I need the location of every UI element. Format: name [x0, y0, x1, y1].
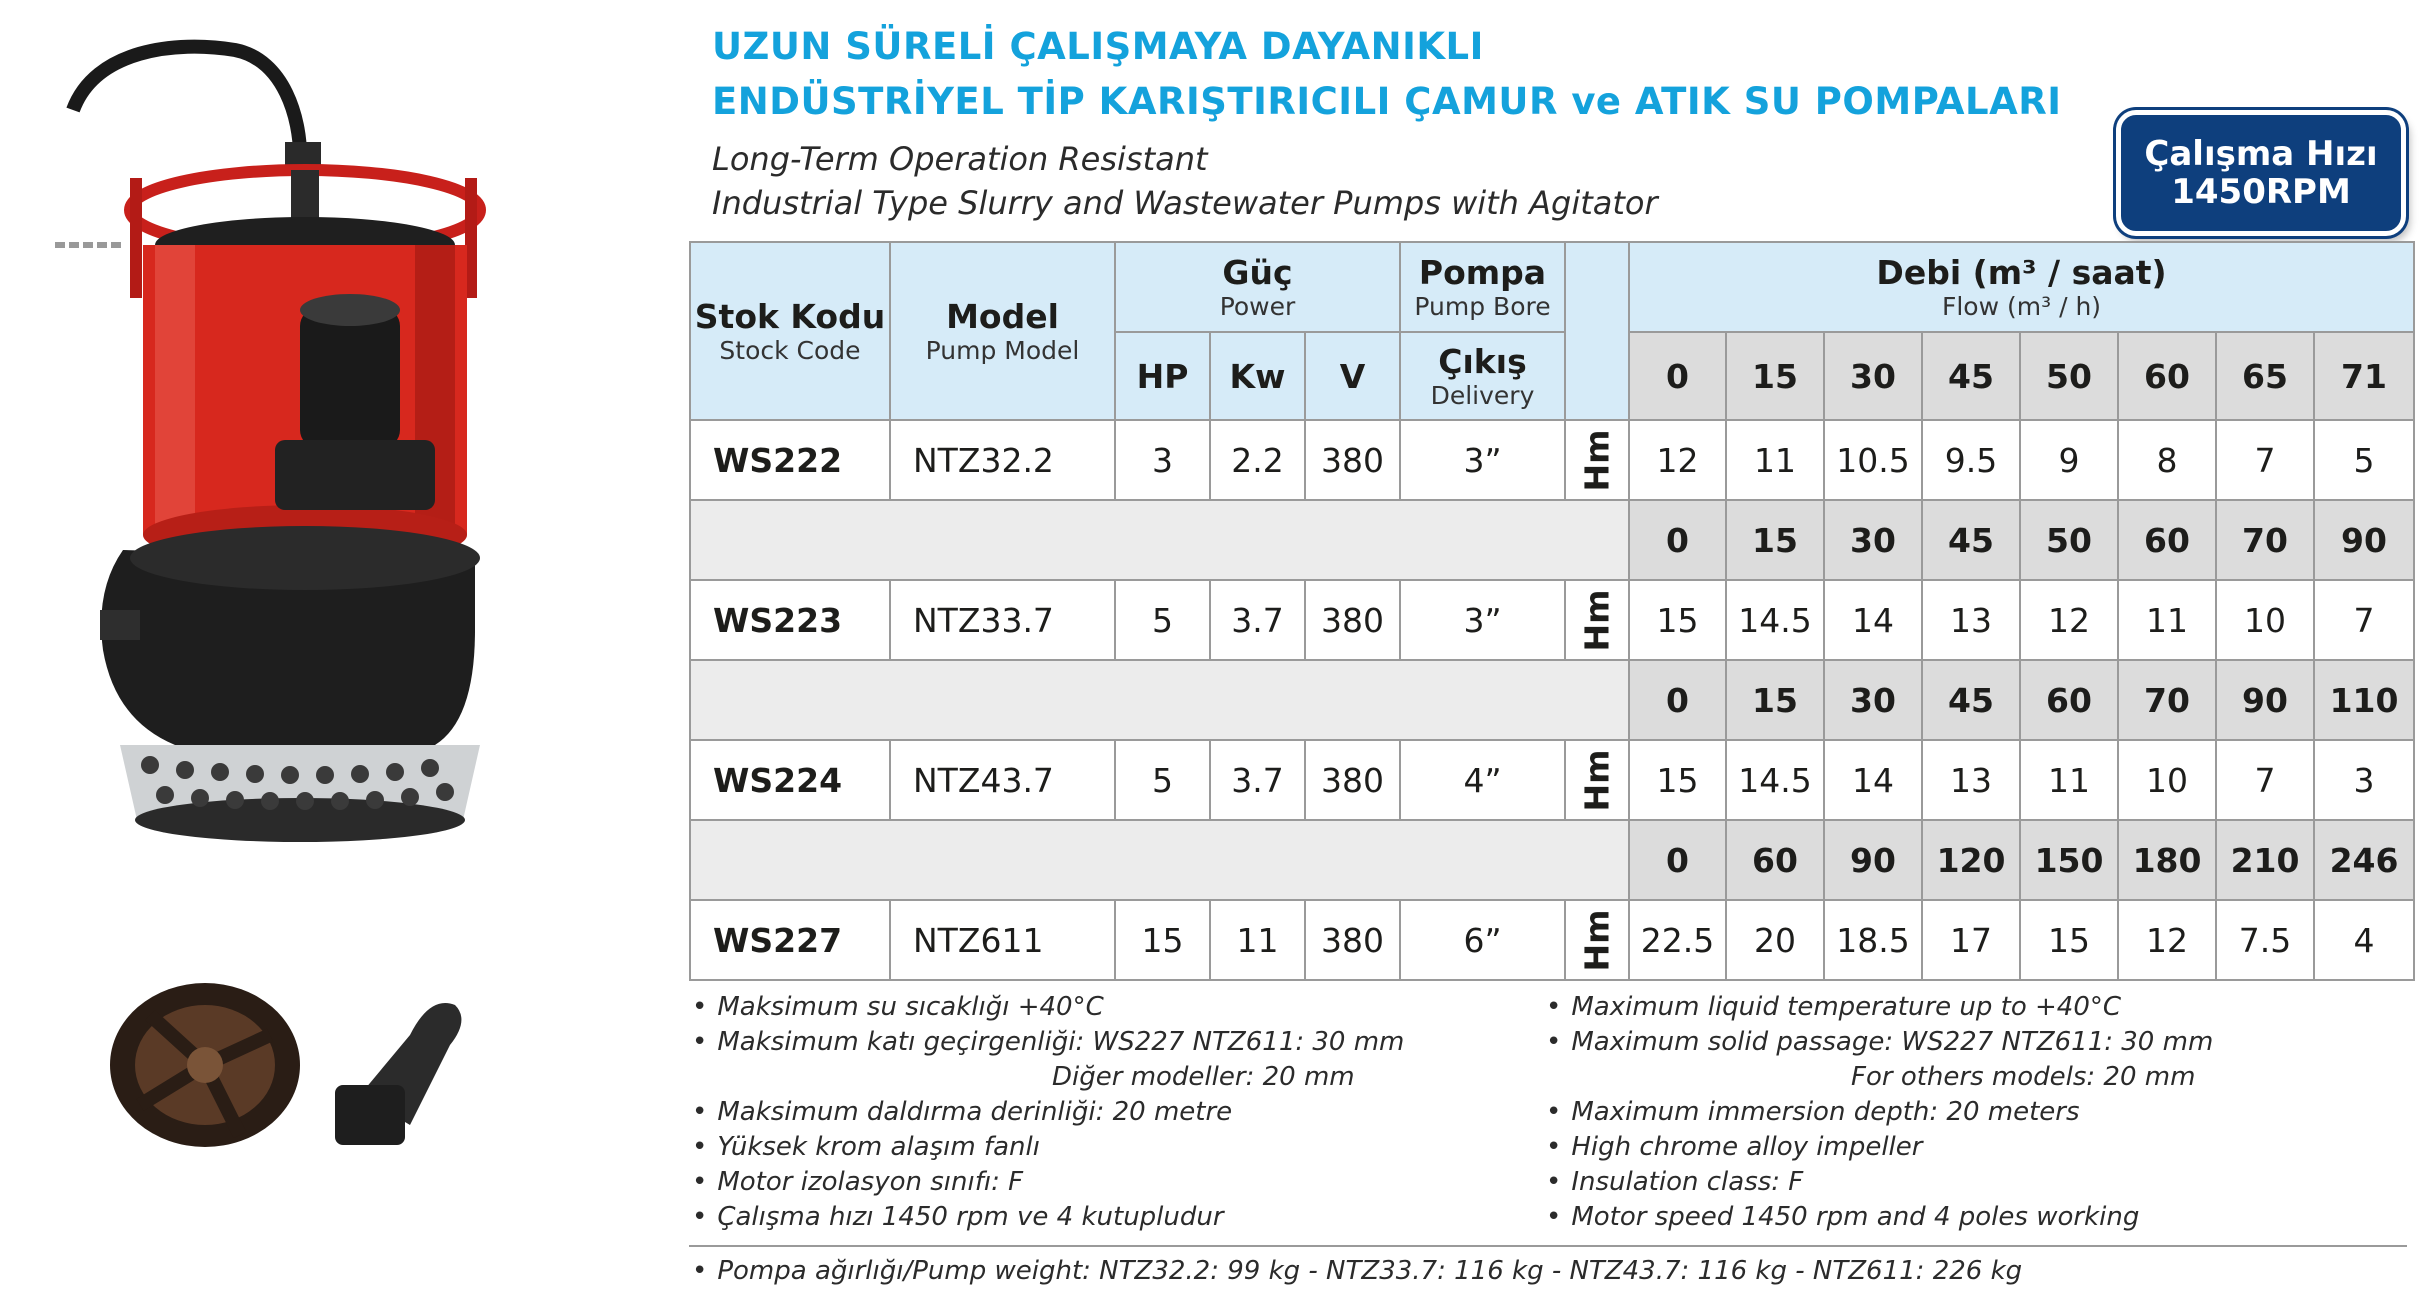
header-delivery: Çıkış Delivery	[1400, 332, 1565, 420]
notes-en	[1546, 990, 2213, 1235]
flow-cell: 65	[2216, 332, 2314, 420]
head-cell: 14.5	[1726, 740, 1824, 820]
hp-cell: 15	[1115, 900, 1210, 980]
flow-cell: 50	[2020, 332, 2118, 420]
kw-cell: 3.7	[1210, 740, 1305, 820]
flow-cell: 90	[1824, 820, 1922, 900]
note-item: • Maximum liquid temperature up to +40°C	[1546, 992, 2122, 1022]
head-cell: 7	[2314, 580, 2414, 660]
head-cell: 14.5	[1726, 580, 1824, 660]
flow-cell: 30	[1824, 332, 1922, 420]
divider	[689, 1245, 2407, 1247]
head-cell: 10.5	[1824, 420, 1922, 500]
head-unit-cell: Hm	[1565, 900, 1629, 980]
speed-badge-value: 1450RPM	[2171, 172, 2351, 212]
blank-cell	[690, 660, 1629, 740]
flow-row	[690, 820, 2414, 900]
flow-cell: 15	[1726, 500, 1824, 580]
flow-cell: 0	[1629, 332, 1726, 420]
note-item: • Motor speed 1450 rpm and 4 poles working	[1546, 1202, 2140, 1232]
flow-cell: 30	[1824, 660, 1922, 740]
head-cell: 10	[2118, 740, 2216, 820]
note-item: • Maksimum daldırma derinliği: 20 metre	[692, 1097, 1233, 1127]
head-cell: 9	[2020, 420, 2118, 500]
blank-cell	[690, 820, 1629, 900]
head-cell: 5	[2314, 420, 2414, 500]
head-cell: 11	[2118, 580, 2216, 660]
head-cell: 15	[1629, 580, 1726, 660]
speed-badge	[2116, 110, 2406, 236]
head-cell: 11	[1726, 420, 1824, 500]
head-cell: 11	[2020, 740, 2118, 820]
hp-cell: 5	[1115, 580, 1210, 660]
v-cell: 380	[1305, 900, 1400, 980]
flow-cell: 70	[2216, 500, 2314, 580]
header-power: Güç Power	[1115, 242, 1400, 332]
flow-row	[690, 660, 2414, 740]
hp-cell: 3	[1115, 420, 1210, 500]
header-flow: Debi (m³ / saat) Flow (m³ / h)	[1629, 242, 2414, 332]
note-item: • High chrome alloy impeller	[1546, 1132, 1923, 1162]
table-row	[690, 740, 2414, 820]
head-cell: 14	[1824, 740, 1922, 820]
pump-spec-table	[689, 241, 2415, 981]
kw-cell: 11	[1210, 900, 1305, 980]
flow-cell: 50	[2020, 500, 2118, 580]
flow-cell: 150	[2020, 820, 2118, 900]
title-en-line1: Long-Term Operation Resistant	[712, 140, 1208, 178]
head-cell: 15	[1629, 740, 1726, 820]
flow-cell: 0	[1629, 500, 1726, 580]
flow-cell: 30	[1824, 500, 1922, 580]
head-unit-cell: Hm	[1565, 580, 1629, 660]
flow-cell: 70	[2118, 660, 2216, 740]
flow-cell: 71	[2314, 332, 2414, 420]
header-kw: Kw	[1210, 332, 1305, 420]
header-model: Model Pump Model	[890, 242, 1115, 420]
blank-cell	[690, 500, 1629, 580]
header-hp: HP	[1115, 332, 1210, 420]
table-row	[690, 580, 2414, 660]
head-cell: 7	[2216, 420, 2314, 500]
header-stock-code: Stok Kodu Stock Code	[690, 242, 890, 420]
flow-cell: 0	[1629, 820, 1726, 900]
head-cell: 10	[2216, 580, 2314, 660]
model-cell: NTZ33.7	[890, 580, 1115, 660]
flow-cell: 60	[2020, 660, 2118, 740]
v-cell: 380	[1305, 740, 1400, 820]
head-cell: 15	[2020, 900, 2118, 980]
weight-note: • Pompa ağırlığı/Pump weight: NTZ32.2: 99 kg - NTZ33.7: 116 kg - NTZ43.7: 116 kg - NTZ611: 226 kg	[692, 1256, 2023, 1286]
model-cell: NTZ43.7	[890, 740, 1115, 820]
head-cell: 13	[1922, 580, 2020, 660]
note-item: • Insulation class: F	[1546, 1167, 1804, 1197]
head-cell: 14	[1824, 580, 1922, 660]
flow-cell: 110	[2314, 660, 2414, 740]
kw-cell: 2.2	[1210, 420, 1305, 500]
title-tr-line1: UZUN SÜRELİ ÇALIŞMAYA DAYANIKLI	[712, 25, 1484, 68]
title-tr-line2: ENDÜSTRİYEL TİP KARIŞTIRICILI ÇAMUR ve ATIK SU POMPALARI	[712, 80, 2062, 123]
note-item: For others models: 20 mm	[1851, 1062, 2196, 1092]
table-row	[690, 900, 2414, 980]
note-item: Diğer modeller: 20 mm	[1052, 1062, 1355, 1092]
head-cell: 8	[2118, 420, 2216, 500]
flow-cell: 60	[1726, 820, 1824, 900]
head-cell: 12	[2020, 580, 2118, 660]
head-cell: 7	[2216, 740, 2314, 820]
head-cell: 9.5	[1922, 420, 2020, 500]
header-pump: Pompa Pump Bore	[1400, 242, 1565, 332]
flow-cell: 15	[1726, 660, 1824, 740]
flow-row	[690, 500, 2414, 580]
v-cell: 380	[1305, 580, 1400, 660]
stock-code-cell: WS224	[690, 740, 890, 820]
head-cell: 12	[2118, 900, 2216, 980]
note-item: • Maksimum katı geçirgenliği: WS227 NTZ611: 30 mm	[692, 1027, 1405, 1057]
kw-cell: 3.7	[1210, 580, 1305, 660]
hp-cell: 5	[1115, 740, 1210, 820]
bore-cell: 3”	[1400, 420, 1565, 500]
bore-cell: 6”	[1400, 900, 1565, 980]
notes-tr	[692, 990, 1404, 1235]
header-spacer	[1565, 242, 1629, 420]
flow-cell: 90	[2314, 500, 2414, 580]
head-cell: 4	[2314, 900, 2414, 980]
bore-cell: 3”	[1400, 580, 1565, 660]
v-cell: 380	[1305, 420, 1400, 500]
flow-cell: 60	[2118, 500, 2216, 580]
flow-cell: 45	[1922, 332, 2020, 420]
flow-cell: 15	[1726, 332, 1824, 420]
flow-cell: 90	[2216, 660, 2314, 740]
impeller-illustration	[110, 975, 530, 1165]
header-v: V	[1305, 332, 1400, 420]
head-cell: 18.5	[1824, 900, 1922, 980]
head-cell: 22.5	[1629, 900, 1726, 980]
flow-cell: 180	[2118, 820, 2216, 900]
note-item: • Maximum solid passage: WS227 NTZ611: 30 mm	[1546, 1027, 2214, 1057]
head-cell: 20	[1726, 900, 1824, 980]
flow-cell: 120	[1922, 820, 2020, 900]
head-cell: 7.5	[2216, 900, 2314, 980]
head-cell: 12	[1629, 420, 1726, 500]
stock-code-cell: WS222	[690, 420, 890, 500]
bore-cell: 4”	[1400, 740, 1565, 820]
note-item: • Yüksek krom alaşım fanlı	[692, 1132, 1040, 1162]
flow-cell: 45	[1922, 500, 2020, 580]
title-en-line2: Industrial Type Slurry and Wastewater Pumps with Agitator	[712, 184, 1658, 222]
note-item: • Maksimum su sıcaklığı +40°C	[692, 992, 1104, 1022]
head-unit-cell: Hm	[1565, 420, 1629, 500]
pump-illustration	[55, 30, 635, 930]
stock-code-cell: WS223	[690, 580, 890, 660]
model-cell: NTZ32.2	[890, 420, 1115, 500]
flow-cell: 210	[2216, 820, 2314, 900]
speed-badge-label: Çalışma Hızı	[2144, 134, 2378, 174]
flow-cell: 246	[2314, 820, 2414, 900]
head-unit-cell: Hm	[1565, 740, 1629, 820]
head-cell: 17	[1922, 900, 2020, 980]
flow-cell: 45	[1922, 660, 2020, 740]
head-cell: 3	[2314, 740, 2414, 820]
head-cell: 13	[1922, 740, 2020, 820]
flow-cell: 0	[1629, 660, 1726, 740]
table-row	[690, 420, 2414, 500]
model-cell: NTZ611	[890, 900, 1115, 980]
note-item: • Motor izolasyon sınıfı: F	[692, 1167, 1024, 1197]
flow-cell: 60	[2118, 332, 2216, 420]
stock-code-cell: WS227	[690, 900, 890, 980]
note-item: • Maximum immersion depth: 20 meters	[1546, 1097, 2080, 1127]
note-item: • Çalışma hızı 1450 rpm ve 4 kutupludur	[692, 1202, 1224, 1232]
